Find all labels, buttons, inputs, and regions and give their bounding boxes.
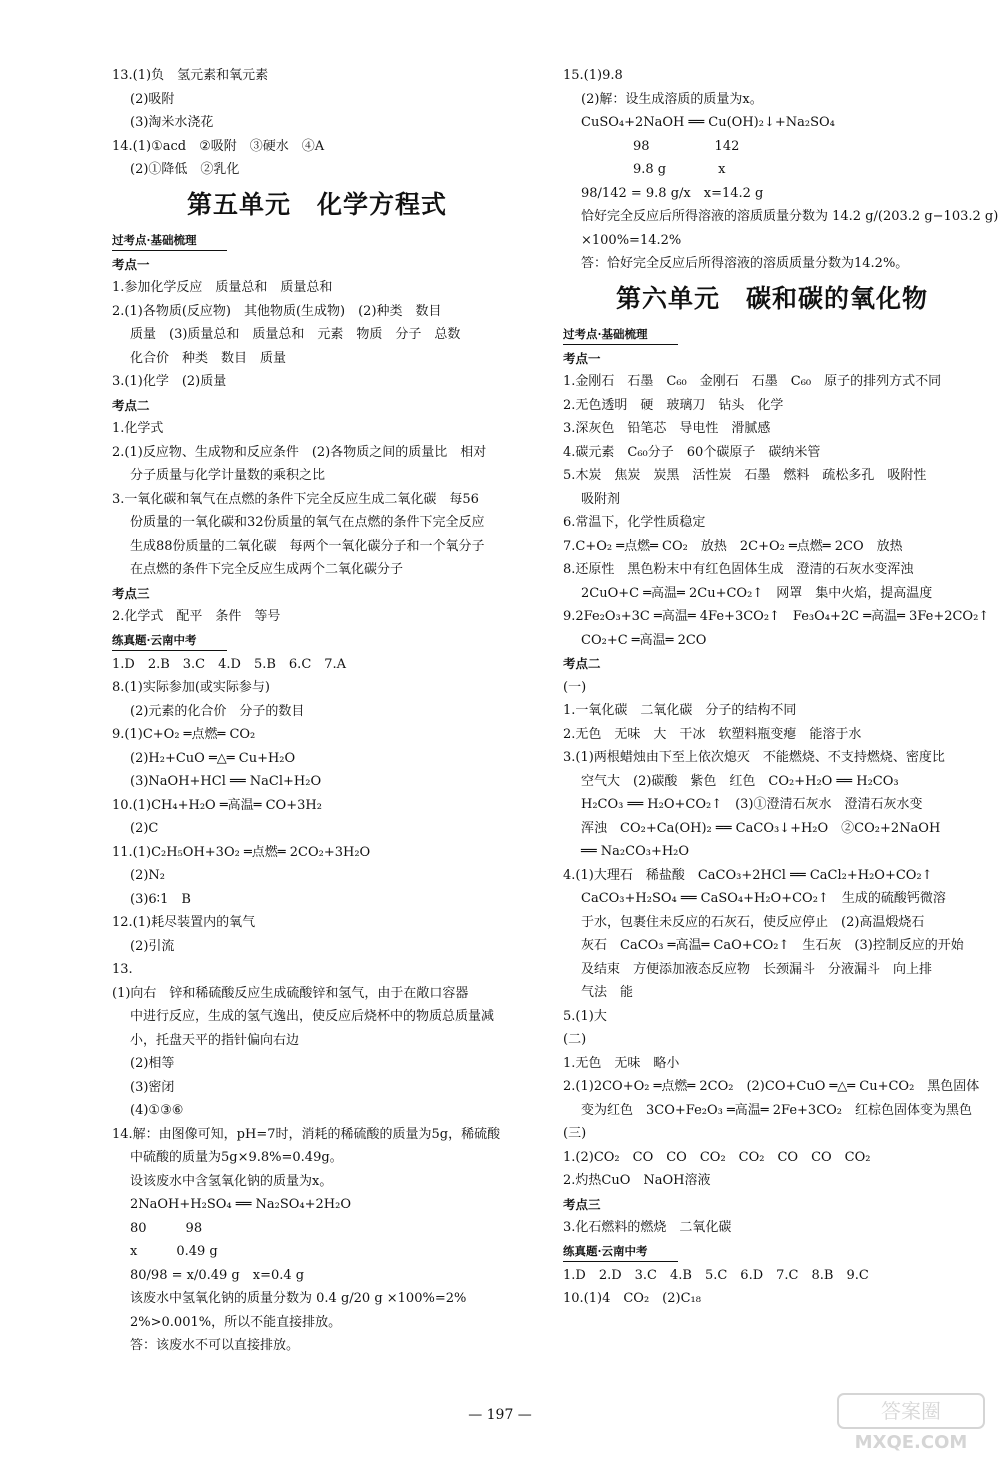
section-header-row [563,1240,981,1264]
answer-line: 答：恰好完全反应后所得溶液的溶质质量分数为14.2%。 [581,256,909,271]
answer-line: (2)相等 [130,1056,175,1071]
answer-line: 98/142 = 9.8 g/x x=14.2 g [581,185,764,201]
answer-line: 质量 (3)质量总和 质量总和 元素 物质 分子 总数 [130,327,461,342]
answer-line: 空气大 (2)碳酸 紫色 红色 CO₂+H₂O ══ H₂CO₃ [581,773,899,789]
answer-line: H₂CO₃ ══ H₂O+CO₂↑ (3)①澄清石灰水 澄清石灰水变 [581,797,923,812]
answer-line: 2.化学式 配平 条件 等号 [112,609,281,624]
answer-line: 2NaOH+H₂SO₄ ══ Na₂SO₄+2H₂O [130,1197,352,1212]
answer-line: 2CuO+C ═高温═ 2Cu+CO₂↑ 网罩 集中火焰，提高温度 [581,585,933,601]
section-header-row [112,629,522,653]
unit-title: 第五单元 化学方程式 [186,189,447,219]
answer-line: 1.参加化学反应 质量总和 质量总和 [112,280,333,295]
answer-line: (4)①③⑥ [130,1103,184,1118]
answer-line: 份质量的一氧化碳和32份质量的氧气在点燃的条件下完全反应 [130,515,485,530]
answer-line: CO₂+C ═高温═ 2CO [581,632,707,648]
unit-title: 第六单元 碳和碳的氧化物 [615,283,928,313]
answer-line: ×100%=14.2% [581,232,682,248]
section-header: 练真题·云南中考 [112,630,227,651]
answer-line: (2)元素的化合价 分子的数目 [130,703,305,719]
section-header: 过考点·基础梳理 [112,230,227,251]
right-column [563,64,999,1311]
answer-line: 1.一氧化碳 二氧化碳 分子的结构不同 [563,703,797,718]
section-header-row [563,323,981,347]
page-number: — 197 — [468,1407,532,1423]
answer-line: 9.2Fe₂O₃+3C ═高温═ 4Fe+3CO₂↑ Fe₃O₄+2C ═高温═ 3Fe+2CO₂↑ [563,609,990,624]
topic-heading: 考点一 [112,256,150,272]
answer-line: 恰好完全反应后所得溶液的溶质质量分数为 14.2 g/(203.2 g−103.2 g) [581,209,999,224]
answer-line: 10.(1)4 CO₂ (2)C₁₈ [563,1291,701,1306]
answer-line: 中进行反应，生成的氢气逸出，使反应后烧杯中的物质总质量减 [130,1009,495,1024]
answer-line: 80 98 [130,1220,203,1236]
answer-line: (2)C [130,821,159,836]
answer-line: 2.(1)各物质(反应物) 其他物质(生成物) (2)种类 数目 [112,303,442,319]
answer-line: 答：该废水不可以直接排放。 [130,1338,300,1353]
answer-line: 化合价 种类 数目 质量 [130,350,287,366]
topic-heading: 考点二 [112,397,150,413]
answer-line: 3.(1)化学 (2)质量 [112,374,227,389]
answer-line: 分子质量与化学计量数的乘积之比 [130,468,326,483]
answer-line: (3)淘米水浇花 [130,115,214,130]
answer-line: 及结束 方便添加液态反应物 长颈漏斗 分液漏斗 向上排 [581,961,933,977]
answer-line: 吸附剂 [581,491,621,507]
answer-line: 7.C+O₂ ═点燃═ CO₂ 放热 2C+O₂ ═点燃═ 2CO 放热 [563,538,903,554]
answer-line: 气法 能 [581,985,634,1000]
answer-line: 13.(1)负 氢元素和氧元素 [112,68,269,83]
answer-line: 3.化石燃料的燃烧 二氧化碳 [563,1220,732,1235]
answer-line: 1.(2)CO₂ CO CO CO₂ CO₂ CO CO CO₂ [563,1149,871,1165]
answer-line: 在点燃的条件下完全反应生成两个二氧化碳分子 [130,562,404,577]
answer-line: 15.(1)9.8 [563,68,623,83]
svg-text:答案圈: 答案圈 [881,1399,941,1423]
answer-line: (2)N₂ [130,868,166,883]
answer-line: 变为红色 3CO+Fe₂O₃ ═高温═ 2Fe+3CO₂ 红棕色固体变为黑色 [581,1102,973,1118]
answer-line: 2.(1)反应物、生成物和反应条件 (2)各物质之间的质量比 相对 [112,444,487,460]
watermark-logo [836,1392,986,1454]
answer-line: (2)引流 [130,938,175,954]
answer-line: 生成88份质量的二氧化碳 每两个一氧化碳分子和一个氧分子 [130,538,485,554]
answer-line: 灰石 CaCO₃ ═高温═ CaO+CO₂↑ 生石灰 (3)控制反应的开始 [581,938,964,953]
answer-line: 2.(1)2CO+O₂ ═点燃═ 2CO₂ (2)CO+CuO ═△═ Cu+CO₂ 黑色固体 [563,1079,980,1094]
answer-line: (1)向右 锌和稀硫酸反应生成硫酸锌和氢气，由于在敞口容器 [112,985,469,1001]
answer-line: (三) [563,1126,587,1141]
answer-line: CuSO₄+2NaOH ══ Cu(OH)₂↓+Na₂SO₄ [581,115,835,130]
topic-heading: 考点三 [112,585,150,601]
answer-line: 1.金刚石 石墨 C₆₀ 金刚石 石墨 C₆₀ 原子的排列方式不同 [563,374,942,389]
answer-line: 6.常温下，化学性质稳定 [563,515,706,530]
svg-text:MXQE.COM: MXQE.COM [854,1432,968,1453]
answer-line: 14.解：由图像可知，pH=7时，消耗的稀硫酸的质量为5g，稀硫酸 [112,1126,501,1142]
answer-line: 该废水中氢氧化钠的质量分数为 0.4 g/20 g ×100%=2% [130,1291,467,1306]
answer-line: 5.木炭 焦炭 炭黑 活性炭 石墨 燃料 疏松多孔 吸附性 [563,468,927,483]
answer-line: (2)吸附 [130,91,175,107]
answer-line: 1.无色 无味 略小 [563,1055,680,1071]
answer-line: (2)H₂+CuO ═△═ Cu+H₂O [130,750,296,766]
answer-line: 4.碳元素 C₆₀分子 60个碳原子 碳纳米管 [563,444,821,460]
answer-line: 设该废水中含氢氧化钠的质量为x。 [130,1173,333,1189]
answer-line: 14.(1)①acd ②吸附 ③硬水 ④A [112,138,325,154]
section-header-row [112,229,522,253]
answer-line: 小，托盘天平的指针偏向右边 [130,1032,300,1048]
answer-line: 于水，包裹住未反应的石灰石，使反应停止 (2)高温煅烧石 [581,914,925,930]
answer-line: ══ Na₂CO₃+H₂O [581,844,690,859]
answer-line: 2.无色 无味 大 干冰 软塑料瓶变瘪 能溶于水 [563,726,862,742]
answer-line: 1.化学式 [112,421,164,436]
answer-line: 3.一氧化碳和氧气在点燃的条件下完全反应生成二氧化碳 每56 [112,491,479,507]
answer-line: (二) [563,1032,587,1047]
answer-line: (2)①降低 ②乳化 [130,162,240,177]
answer-line: 9.8 g x [581,162,726,177]
answer-line: 13. [112,962,133,977]
answer-line: 2.无色透明 硬 玻璃刀 钻头 化学 [563,397,784,413]
topic-heading: 考点三 [563,1196,601,1212]
answer-line: (3)密闭 [130,1079,175,1095]
answer-line: 9.(1)C+O₂ ═点燃═ CO₂ [112,727,256,742]
topic-heading: 考点一 [563,350,601,366]
answer-line: x 0.49 g [130,1244,218,1259]
answer-line: (2)解：设生成溶质的质量为x。 [581,91,763,107]
answer-line: 中硫酸的质量为5g×9.8%=0.49g。 [130,1150,343,1165]
section-header: 过考点·基础梳理 [563,324,678,345]
answer-line: 8.还原性 黑色粉末中有红色固体生成 澄清的石灰水变浑浊 [563,562,914,577]
answer-line: (3)6∶1 B [130,891,191,907]
answer-line: (一) [563,679,587,695]
answer-line: 80/98 = x/0.49 g x=0.4 g [130,1267,305,1283]
answer-line: CaCO₃+H₂SO₄ ══ CaSO₄+H₂O+CO₂↑ 生成的硫酸钙微溶 [581,891,946,906]
topic-heading: 考点二 [563,656,601,671]
answer-line: 2.灼热CuO NaOH溶液 [563,1173,711,1188]
section-header: 练真题·云南中考 [563,1241,678,1262]
left-column [112,64,522,1358]
answer-line: 3.(1)两根蜡烛由下至上依次熄灭 不能燃烧、不支持燃烧、密度比 [563,750,945,765]
answer-line: 5.(1)大 [563,1008,607,1024]
answer-line: 2%>0.001%，所以不能直接排放。 [130,1314,342,1330]
answer-line: 3.深灰色 铅笔芯 导电性 滑腻感 [563,421,771,436]
answer-line: 11.(1)C₂H₅OH+3O₂ ═点燃═ 2CO₂+3H₂O [112,844,371,860]
answer-line: 4.(1)大理石 稀盐酸 CaCO₃+2HCl ══ CaCl₂+H₂O+CO₂↑ [563,867,933,883]
answer-line: 1.D 2.B 3.C 4.D 5.B 6.C 7.A [112,656,347,672]
answer-line: 12.(1)耗尽装置内的氧气 [112,915,256,930]
answer-line: 98 142 [581,138,740,154]
answer-line: 浑浊 CO₂+Ca(OH)₂ ══ CaCO₃↓+H₂O ②CO₂+2NaOH [581,820,941,836]
answer-line: 8.(1)实际参加(或实际参与) [112,680,270,695]
answer-line: 1.D 2.D 3.C 4.B 5.C 6.D 7.C 8.B 9.C [563,1267,869,1283]
answer-line: 10.(1)CH₄+H₂O ═高温═ CO+3H₂ [112,797,322,813]
answer-line: (3)NaOH+HCl ══ NaCl+H₂O [130,774,322,789]
